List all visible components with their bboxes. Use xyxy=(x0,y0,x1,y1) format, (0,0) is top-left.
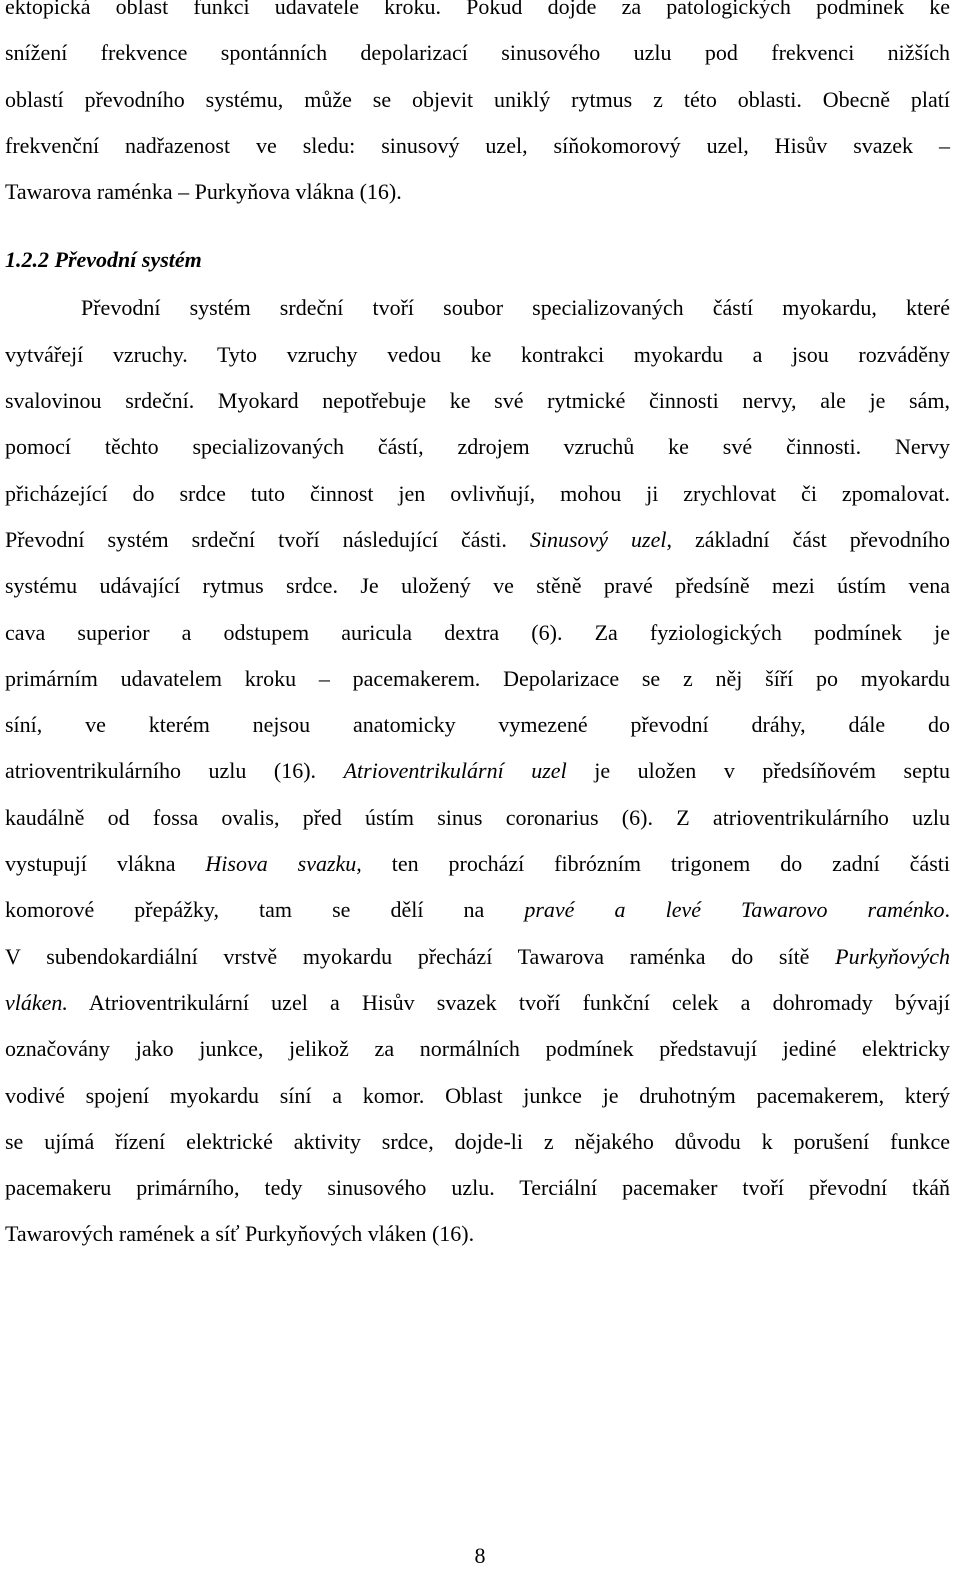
text-line: pacemakeru primárního, tedy sinusového uzlu. Terciální pacemaker tvoří převodní tkáň xyxy=(5,1175,950,1201)
text-line xyxy=(5,841,950,887)
text-segment: komorové přepážky, tam se dělí na xyxy=(5,897,525,923)
text-line: přicházející do srdce tuto činnost jen ovlivňují, mohou ji zrychlovat či zpomalovat. xyxy=(5,480,950,506)
text-segment: je uložen v předsíňovém septu xyxy=(566,758,950,784)
term-av-node: Atrioventrikulární uzel xyxy=(343,758,567,784)
text-line: snížení frekvence spontánních depolarizací sinusového uzlu pod frekvenci nižších xyxy=(5,40,950,66)
text-segment: Atrioventrikulární uzel a Hisův svazek tvoří funkční celek a dohromady bývají xyxy=(67,989,950,1015)
text-line xyxy=(5,285,950,331)
text-segment: Převodní systém srdeční tvoří následující části. xyxy=(5,526,530,552)
text-line: systému udávající rytmus srdce. Je uložený ve stěně pravé předsíně mezi ústím vena xyxy=(5,573,950,599)
text-line: vytvářejí vzruchy. Tyto vzruchy vedou ke kontrakci myokardu a jsou rozváděny xyxy=(5,341,950,367)
term-sinus-node: Sinusový uzel xyxy=(529,526,667,552)
text-segment: Převodní systém srdeční tvoří soubor specializovaných částí myokardu, které xyxy=(81,295,950,321)
paragraph-conduction-system xyxy=(5,285,950,1257)
section-heading: 1.2.2 Převodní systém xyxy=(5,247,202,273)
page-number: 8 xyxy=(474,1543,486,1568)
text-line xyxy=(5,748,950,794)
text-line: vodivé spojení myokardu síní a komor. Oblast junkce je druhotným pacemakerem, který xyxy=(5,1082,950,1108)
text-line: oblastí převodního systému, může se objevit uniklý rytmus z této oblasti. Obecně platí xyxy=(5,86,950,112)
text-line: Tawarových ramének a síť Purkyňových vláken (16). xyxy=(5,1221,475,1247)
text-line: primárním udavatelem kroku – pacemakerem. Depolarizace se z něj šíří po myokardu xyxy=(5,665,950,691)
text-line: Tawarova raménka – Purkyňova vlákna (16). xyxy=(5,179,402,205)
document-page xyxy=(5,0,950,1258)
text-line xyxy=(5,934,950,980)
text-segment: . xyxy=(944,897,950,923)
paragraph-intro xyxy=(5,0,950,215)
term-his-bundle: Hisova svazku xyxy=(205,851,357,877)
text-segment: V subendokardiální vrstvě myokardu přechází Tawarova raménka do sítě xyxy=(5,943,836,969)
text-line: svalovinou srdeční. Myokard nepotřebuje ke své rytmické činnosti nervy, ale je sám, xyxy=(5,388,950,414)
text-line: frekvenční nadřazenost ve sledu: sinusový uzel, síňokomorový uzel, Hisův svazek – xyxy=(5,132,950,158)
text-line: pomocí těchto specializovaných částí, zdrojem vzruchů ke své činnosti. Nervy xyxy=(5,434,950,460)
text-line xyxy=(5,887,950,933)
text-line: označovány jako junkce, jelikož za normálních podmínek představují jediné elektricky xyxy=(5,1036,950,1062)
text-line xyxy=(5,980,950,1026)
term-purkinje: Purkyňových xyxy=(835,943,950,969)
text-segment: , ten prochází fibrózním trigonem do zadní části xyxy=(356,851,950,877)
text-segment: atrioventrikulárního uzlu (16). xyxy=(5,758,344,784)
text-line: se ujímá řízení elektrické aktivity srdce, dojde-li z nějakého důvodu k porušení funkce xyxy=(5,1128,950,1154)
text-line: síní, ve kterém nejsou anatomicky vymezené převodní dráhy, dále do xyxy=(5,712,950,738)
text-line: kaudálně od fossa ovalis, před ústím sinus coronarius (6). Z atrioventrikulárního uzlu xyxy=(5,804,950,830)
text-segment: vystupují vlákna xyxy=(5,851,206,877)
text-line: cava superior a odstupem auricula dextra (6). Za fyziologických podmínek je xyxy=(5,619,950,645)
text-line xyxy=(5,517,950,563)
text-segment: , základní část převodního xyxy=(666,526,950,552)
text-line: ektopická oblast funkci udavatele kroku. Pokud dojde za patologických podmínek ke xyxy=(5,0,950,19)
term-tawara-branches: pravé a levé Tawarovo raménko xyxy=(524,897,945,923)
term-purkinje-cont: vláken. xyxy=(5,989,68,1015)
